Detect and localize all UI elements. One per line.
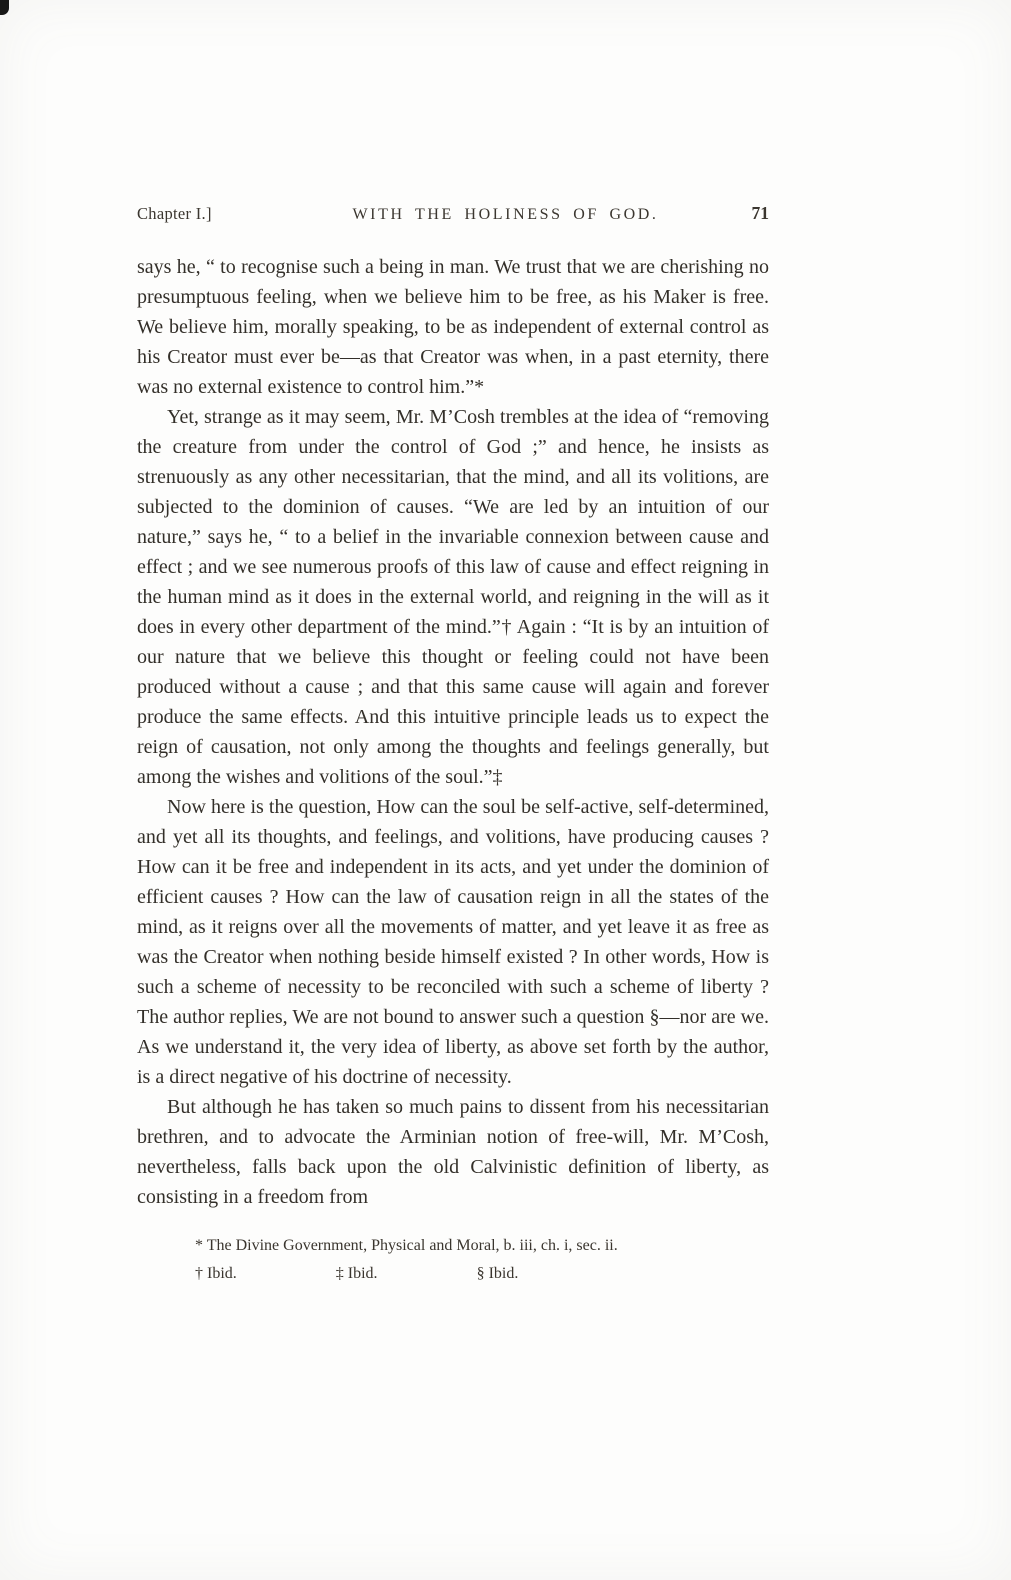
paragraph-4: But although he has taken so much pains to dissent from his necessitarian brethren, and to advocate the Arminian notion of free-will, Mr. M’Cosh, nevertheless, falls back upon the old Calvinistic definition of liberty, as consisting in a freedom from [137,1096,769,1208]
running-head [137,203,769,224]
footnote-item-dagger: † Ibid. [195,1265,237,1282]
footnote-item-section: § Ibid. [476,1265,519,1282]
chapter-label: Chapter I.] [137,204,212,223]
footnote-item-double-dagger: ‡ Ibid. [335,1265,378,1282]
paragraph-3: Now here is the question, How can the soul be self-active, self-determined, and yet all its thoughts, and feelings, and volitions, have producing causes ? How can it be free and independent in its acts, and yet under the dominion of efficient causes ? How can the law of causation reign in all the states of the mind, as it reigns over all the movements of matter, and yet leave it as free as was the Creator when nothing beside himself existed ? In other words, How is such a scheme of necessity to be reconciled with such a scheme of liberty ? The author replies, We are not bound to answer such a question §—nor are we. As we understand it, the very idea of liberty, as above set forth by the author, is a direct negative of his doctrine of necessity. [137,796,769,1088]
page-content [137,203,769,1288]
page-number: 71 [751,203,769,223]
paragraph-2: Yet, strange as it may seem, Mr. M’Cosh trembles at the idea of “removing the creature from under the control of God ;” and hence, he insists as strenuously as any other necessitarian, that the mind, and all its volitions, are subjected to the dominion of causes. “We are led by an intuition of our nature,” says he, “ to a belief in the invariable connexion between cause and effect ; and we see numerous proofs of this law of cause and effect reigning in the human mind as it does in the external world, and reigning in the will as it does in every other department of the mind.”† Again : “It is by an intuition of our nature that we believe this thought or feeling could not have been produced without a cause ; and that this same cause will again and forever produce the same effects. And this intuitive principle leads us to expect the reign of causation, not only among the thoughts and feelings generally, but among the wishes and volitions of the soul.”‡ [137,406,769,788]
body-text [137,252,769,1212]
footnote-line-2 [195,1260,769,1288]
footnotes [137,1232,769,1288]
running-title: WITH THE HOLINESS OF GOD. [352,206,659,223]
scan-corner-artifact [0,0,9,15]
paragraph-1: says he, “ to recognise such a being in man. We trust that we are cherishing no presumptuous feeling, when we believe him to be free, as his Maker is free. We believe him, morally speaking, to be as independent of external control as his Creator must ever be—as that Creator was when, in a past eternity, there was no external existence to control him.”* [137,256,769,398]
footnote-line-1: * The Divine Government, Physical and Moral, b. iii, ch. i, sec. ii. [195,1237,618,1254]
